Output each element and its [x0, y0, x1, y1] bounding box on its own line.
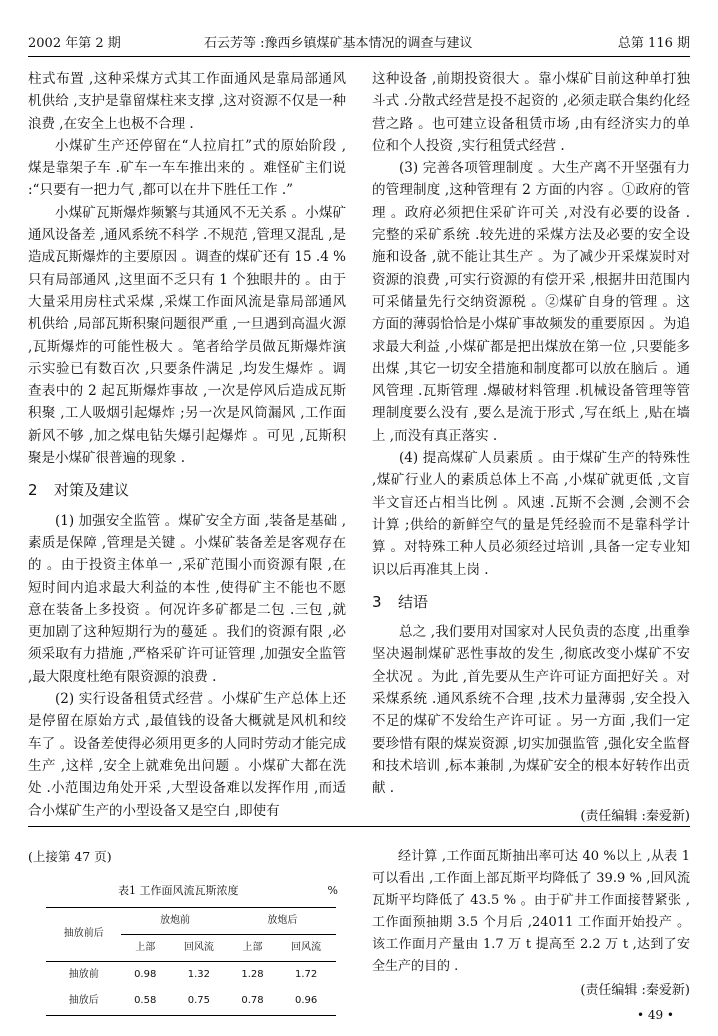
gas-concentration-table — [46, 907, 336, 1016]
paragraph: 这种设备 ,前期投资很大 。靠小煤矿目前这种单打独斗式 .分散式经营是投不起资的 ,必须走联合集约化经营之路 。也可建立设备租赁市场 ,由有经济实力的单位和个人投资 ,实行租赁式经营 . — [372, 71, 690, 154]
paragraph: 经计算 ,工作面瓦斯抽出率可达 40 %以上 ,从表 1 可以看出 ,工作面上部瓦斯平均降低了 39.9 % ,回风流瓦斯平均降低了 43.5 % 。由于矿井工作面接替紧张 ,工作面预抽期 3.5 个月后 ,24011 工作面开始投产 。该工作面月产量由 1.7 万 t 提高至 2.2 万 t ,达到了安全生产的目的 . — [372, 849, 690, 974]
paragraph: (1) 加强安全监管 。煤矿安全方面 ,装备是基础 ,素质是保障 ,管理是关键 。小煤矿装备差是客观存在的 。由于投资主体单一 ,采矿范围小而资源有限 ,在短时间内追求最大利益的本性 ,使得矿主不能也不愿意在装备上多投资 。何况许多矿都是二包 .三包 ,就更加剧了这种短期行为的蔓延 。我们的资源有限 ,必须采取有力措施 ,严格采矿许可证管理 ,加强安全监管 ,最大限度杜绝有限资源的浪费 . — [28, 512, 346, 685]
paragraph: (2) 实行设备租赁式经营 。小煤矿生产总体上还是停留在原始方式 ,最值钱的设备大概就是风机和绞车了 。设备差使得必须用更多的人同时劳动才能完成生产 ,这样 ,安全上就难免出问题 。小煤矿大都在洗处 .小范围边角处开采 ,大型设备难以发挥作用 ,而适合小煤矿生产的小型设备又是空白 ,即使有 — [28, 691, 346, 819]
left-column — [28, 68, 346, 822]
table-subheader: 上部 — [135, 941, 156, 953]
table-row: 抽放后 0.58 0.75 0.78 0.96 — [46, 988, 336, 1015]
section-heading: 3 结语 — [372, 592, 429, 611]
editor-credit: (责任编辑 :秦爱新) — [580, 808, 690, 824]
editor-credit: (责任编辑 :秦爱新) — [580, 983, 690, 998]
page-number: • 49 • — [636, 1008, 674, 1022]
paragraph: (3) 完善各项管理制度 。大生产离不开坚强有力的管理制度 ,这种管理有 2 方面的内容 。①政府的管理 。政府必须把住采矿许可关 ,对没有必要的设备 .完整的采矿系统 .较先进的采煤方法及必要的安全设施和设备 ,就不能让其生产 。为了减少开采煤炭时对资源的浪费 ,可实行资源的有偿开采 ,根据井田范围内可采储量先行交纳资源税 。②煤矿自身的管理 。这方面的薄弱恰恰是小煤矿事故频发的重要原因 。为追求最大利益 ,小煤矿都是把出煤放在第一位 ,只要能多出煤 ,其它一切安全措施和制度都可以放在脑后 。通风管理 .瓦斯管理 .爆破材料管理 .机械设备管理等管理制度要么没有 ,要么是流于形式 ,写在纸上 ,贴在墙上 ,而没有真正落实 . — [372, 160, 690, 444]
bottom-left-block — [28, 846, 346, 1016]
table-subheader: 上部 — [242, 941, 263, 953]
article-title-header: 石云芳等 :豫西乡镇煤矿基本情况的调查与建议 — [204, 36, 473, 51]
paragraph: 小煤矿生产还停留在“人拉肩扛”式的原始阶段 ,煤是靠架子车 .矿车一车车推出来的 。难怪矿主们说 :“只要有一把力气 ,都可以在井下胜任工作 .” — [28, 137, 346, 199]
table-row: 抽放前 0.98 1.32 1.28 1.72 — [46, 962, 336, 989]
paragraph: (4) 提高煤矿人员素质 。由于煤矿生产的特殊性 ,煤矿行业人的素质总体上不高 ,小煤矿就更低 ,文盲半文盲还占相当比例 。风速 .瓦斯不会测 ,会测不会计算 ;供给的新鲜空气的量是凭经验而不是靠科学计算 。对特殊工种人员必须经过培训 ,具备一定专业知识以后再准其上岗 . — [372, 450, 690, 578]
table-header: 放炮后 — [229, 907, 336, 934]
total-issue-label: 总第 116 期 — [617, 36, 690, 51]
table-header: 放炮前 — [121, 907, 228, 934]
issue-label: 2002 年第 2 期 — [28, 36, 121, 51]
continuation-note: (上接第 47 页) — [28, 849, 112, 864]
header-rule — [28, 56, 690, 57]
paragraph: 总之 ,我们要用对国家对人民负责的态度 ,出重拳坚决遏制煤矿恶性事故的发生 ,彻底改变小煤矿不安全状况 。为此 ,首先要从生产许可证方面把好关 。对采煤系统 .通风系统不合理 ,技术力量薄弱 ,安全投入不足的煤矿不发给生产许可证 。另一方面 ,我们一定要珍惜有限的煤炭资源 ,切实加强监管 ,强化安全监督和技术培训 ,标本兼制 ,为煤矿安全的根本好转作出贡献 . — [372, 624, 690, 797]
table-caption: 表1 工作面风流瓦斯浓度 % — [118, 884, 338, 898]
bottom-right-block — [372, 846, 690, 1002]
section-heading: 2 对策及建议 — [28, 481, 130, 500]
paragraph: 柱式布置 ,这种采煤方式其工作面通风是靠局部通风机供给 ,支护是靠留煤柱来支撑 ,这对资源不仅是一种浪费 ,在安全上也极不合理 . — [28, 71, 346, 132]
table-header: 抽放前后 — [63, 928, 104, 940]
section-divider — [28, 826, 690, 827]
table-subheader: 回风流 — [183, 941, 214, 953]
running-header — [28, 32, 690, 54]
paragraph: 小煤矿瓦斯爆炸频繁与其通风不无关系 。小煤矿通风设备差 ,通风系统不科学 .不规范 ,管理又混乱 ,是造成瓦斯爆炸的主要原因 。调查的煤矿还有 15 .4 %只有局部通风 ,这里面不乏只有 1 个独眼井的 。由于大量采用房柱式采煤 ,采煤工作面风流是靠局部通风机供给 ,局部瓦斯积聚问题很严重 ,一旦遇到高温火源 ,瓦斯爆炸的可能性极大 。笔者给学员做瓦斯爆炸演示实验已有数百次 ,只要条件满足 ,均发生爆炸 。调查表中的 2 起瓦斯爆炸事故 ,一次是停风后造成瓦斯积聚 ,工人吸烟引起爆炸 ;另一次是风筒漏风 ,工作面新风不够 ,加之煤电钻失爆引起爆炸 。可见 ,瓦斯积聚是小煤矿很普遍的现象 . — [28, 204, 346, 467]
right-column — [372, 68, 690, 828]
table-subheader: 回风流 — [291, 941, 322, 953]
